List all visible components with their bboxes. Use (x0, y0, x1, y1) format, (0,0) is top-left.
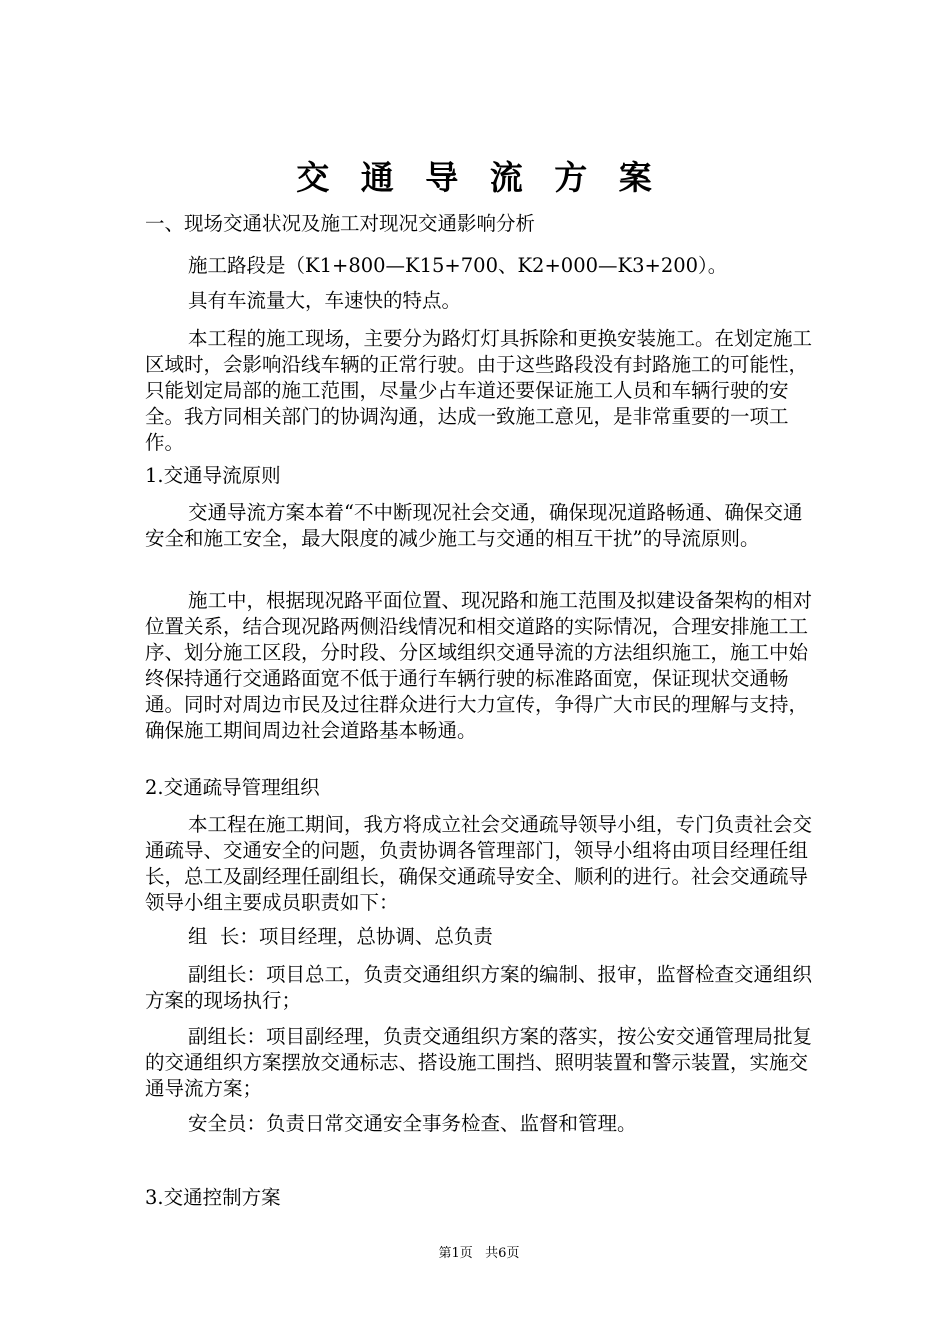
document-title: 交 通 导 流 方 案 (296, 158, 662, 197)
heading-diversion-principle: 1.交通导流原则 (145, 464, 281, 487)
paragraph-safety-officer: 安全员：负责日常交通安全事务检查、监督和管理。 (188, 1112, 637, 1135)
section-heading-analysis: 一、现场交通状况及施工对现况交通影响分析 (145, 212, 536, 235)
heading-management-organization: 2.交通疏导管理组织 (145, 776, 320, 799)
page-footer: 第1页 共6页 (438, 1246, 520, 1261)
paragraph-diversion-principle: 交通导流方案本着“不中断现况社会交通，确保现况道路畅通、确保交通安全和施工安全，最大限度的减少施工与交通的相互干扰”的导流原则。 (145, 501, 803, 550)
paragraph-construction-method: 施工中，根据现况路平面位置、现况路和施工范围及拟建设备架构的相对位置关系，结合现况路两侧沿线情况和相交道路的实际情况，合理安排施工工序、划分施工区段，分时段、分区域组织交通导流的方法组织施工，施工中始终保持通行交通路面宽不低于通行车辆行驶的标准路面宽，保证现状交通畅通。同时对周边市民及过往群众进行大力宣传，争得广大市民的理解与支持，确保施工期间周边社会道路基本畅通。 (145, 589, 813, 742)
paragraph-road-section: 施工路段是（K1+800—K15+700、K2+000—K3+200）。 (188, 254, 728, 277)
paragraph-deputy-leader-2: 副组长：项目副经理，负责交通组织方案的落实，按公安交通管理局批复的交通组织方案摆放交通标志、搭设施工围挡、照明装置和警示装置，实施交通导流方案； (145, 1025, 813, 1100)
paragraph-site-description: 本工程的施工现场，主要分为路灯灯具拆除和更换安装施工。在划定施工区域时，会影响沿线车辆的正常行驶。由于这些路段没有封路施工的可能性，只能划定局部的施工范围，尽量少占车道还要保证施工人员和车辆行驶的安全。我方同相关部门的协调沟通，达成一致施工意见，是非常重要的一项工作。 (145, 327, 813, 454)
heading-traffic-control: 3.交通控制方案 (145, 1186, 281, 1209)
paragraph-traffic-features: 具有车流量大，车速快的特点。 (188, 289, 462, 312)
paragraph-organization: 本工程在施工期间，我方将成立社会交通疏导领导小组，专门负责社会交通疏导、交通安全的问题，负责协调各管理部门，领导小组将由项目经理任组长，总工及副经理任副组长，确保交通疏导安全、顺利的进行。社会交通疏导领导小组主要成员职责如下： (145, 813, 813, 914)
paragraph-team-leader: 组 长：项目经理，总协调、总负责 (188, 925, 493, 948)
paragraph-deputy-leader-1: 副组长：项目总工，负责交通组织方案的编制、报审，监督检查交通组织方案的现场执行； (145, 963, 813, 1012)
document-page (145, 0, 813, 1344)
